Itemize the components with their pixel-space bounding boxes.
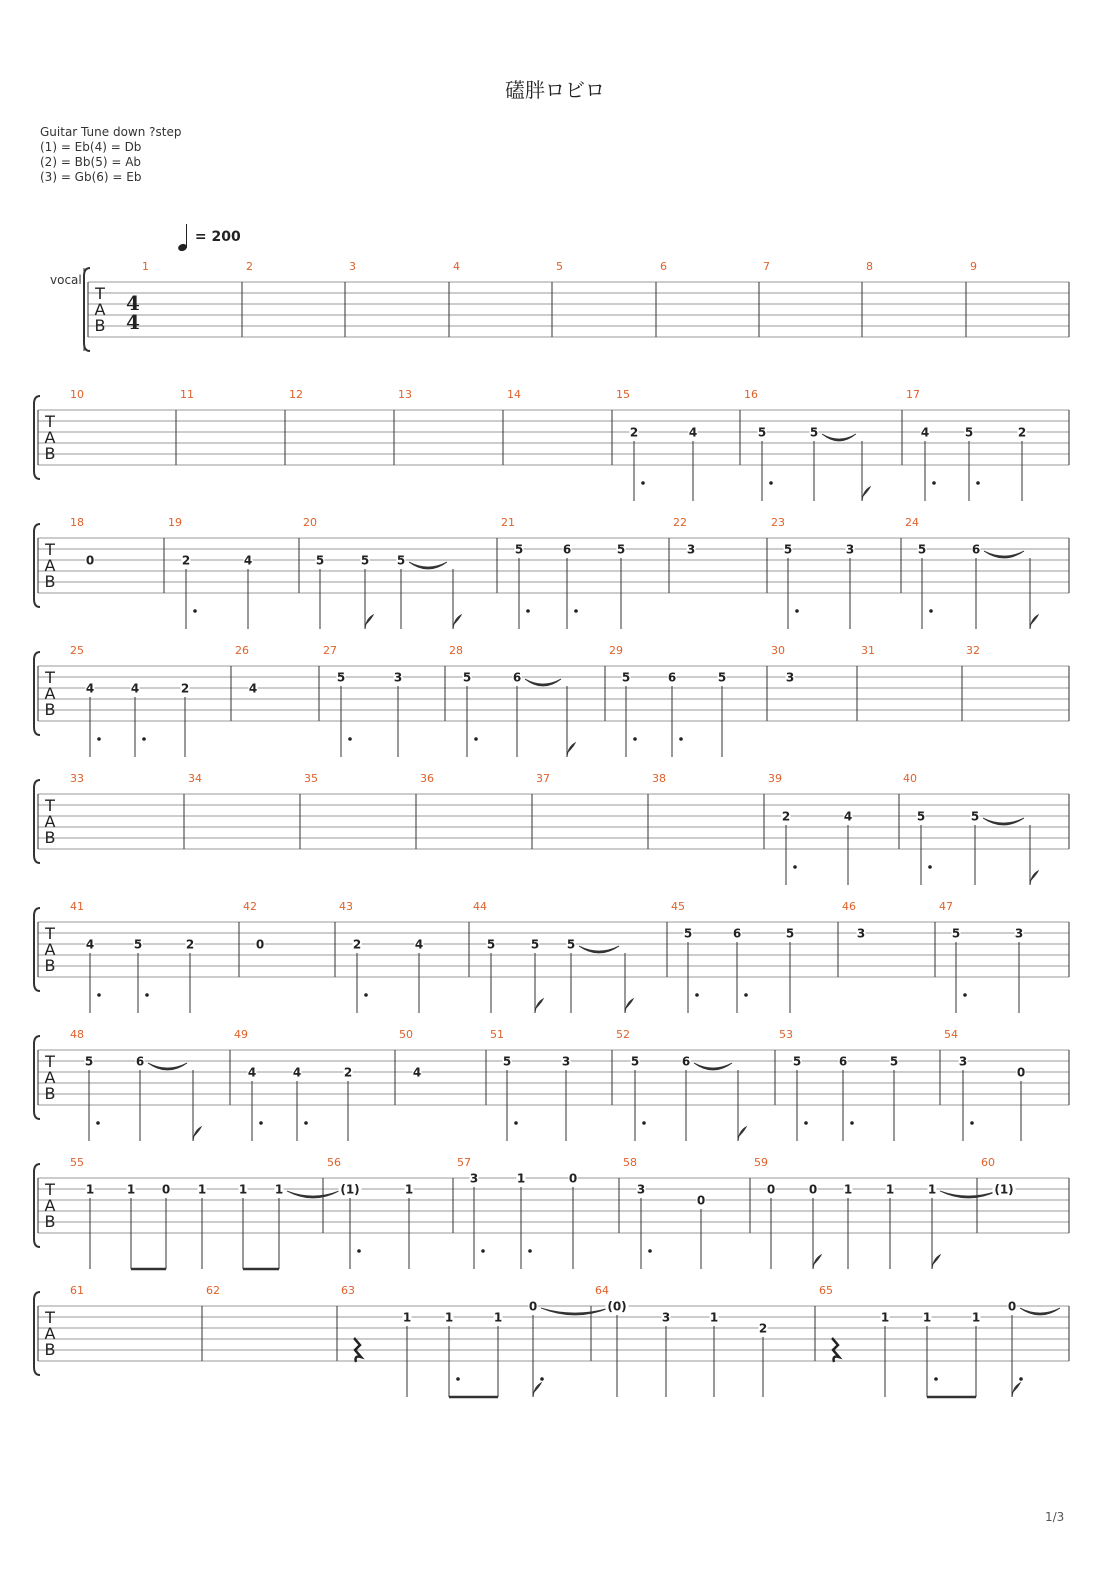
fret-number: 1 (885, 1182, 895, 1197)
fret-number: 1 (922, 1310, 932, 1325)
measure-number: 64 (595, 1284, 609, 1297)
page-number: 1/3 (1045, 1510, 1065, 1524)
measure-number: 6 (660, 260, 667, 273)
duration-dot (695, 993, 699, 997)
fret-number: 5 (916, 809, 926, 824)
tie (287, 1191, 339, 1198)
duration-dot (540, 1377, 544, 1381)
tie (983, 818, 1024, 825)
tuning-line: (1) = Eb(4) = Db (40, 140, 142, 154)
measure-number: 50 (399, 1028, 413, 1041)
fret-number: 1 (126, 1182, 136, 1197)
fret-number: 5 (566, 937, 576, 952)
measure-number: 34 (188, 772, 202, 785)
measure-number: 44 (473, 900, 487, 913)
duration-dot (929, 609, 933, 613)
fret-number: 3 (845, 542, 855, 557)
fret-number: 3 (686, 542, 696, 557)
duration-dot (769, 481, 773, 485)
eighth-flag (193, 1127, 201, 1141)
track-name: vocal (50, 273, 82, 287)
fret-number: 4 (85, 937, 95, 952)
duration-dot (633, 737, 637, 741)
tab-clef-letter: A (44, 684, 56, 703)
eighth-flag (1012, 1383, 1020, 1397)
eighth-flag (533, 1383, 541, 1397)
measure-number: 65 (819, 1284, 833, 1297)
tuning-line: (2) = Bb(5) = Ab (40, 155, 142, 169)
duration-dot (574, 609, 578, 613)
fret-number: 0 (528, 1299, 538, 1314)
fret-number: 1 (402, 1310, 412, 1325)
fret-number: 5 (683, 926, 693, 941)
measure-number: 21 (501, 516, 515, 529)
measure-number: 40 (903, 772, 917, 785)
measure-number: 17 (906, 388, 920, 401)
system-bracket (34, 652, 40, 735)
tab-clef-letter: T (45, 540, 55, 559)
duration-dot (528, 1249, 532, 1253)
duration-dot (304, 1121, 308, 1125)
measure-number: 63 (341, 1284, 355, 1297)
fret-number: 3 (958, 1054, 968, 1069)
tab-system (34, 772, 1069, 885)
tuning-line: (3) = Gb(6) = Eb (40, 170, 142, 184)
measure-number: 41 (70, 900, 84, 913)
measure-number: 13 (398, 388, 412, 401)
fret-number: 4 (414, 937, 424, 952)
tab-clef-letter: A (44, 940, 56, 959)
duration-dot (456, 1377, 460, 1381)
measure-number: 3 (349, 260, 356, 273)
duration-dot (793, 865, 797, 869)
duration-dot (364, 993, 368, 997)
measure-number: 14 (507, 388, 521, 401)
system-bracket (84, 268, 90, 351)
time-signature-bottom: 4 (126, 310, 140, 334)
fret-number: 5 (889, 1054, 899, 1069)
fret-number: 3 (561, 1054, 571, 1069)
fret-number: 6 (971, 542, 981, 557)
tie (694, 1063, 732, 1070)
measure-number: 62 (206, 1284, 220, 1297)
tab-clef-letter: T (45, 1308, 55, 1327)
fret-number: 4 (412, 1065, 422, 1080)
measure-number: 51 (490, 1028, 504, 1041)
fret-number: 5 (717, 670, 727, 685)
eighth-flag (738, 1127, 746, 1141)
fret-number: 5 (951, 926, 961, 941)
measure-number: 55 (70, 1156, 84, 1169)
measure-number: 18 (70, 516, 84, 529)
measure-number: 16 (744, 388, 758, 401)
duration-dot (963, 993, 967, 997)
fret-number: 1 (404, 1182, 414, 1197)
system-bracket (34, 1036, 40, 1119)
duration-dot (744, 993, 748, 997)
measure-number: 53 (779, 1028, 793, 1041)
measure-number: 9 (970, 260, 977, 273)
measure-number: 11 (180, 388, 194, 401)
tab-clef-letter: B (44, 1084, 56, 1103)
fret-number: 6 (732, 926, 742, 941)
fret-number: 6 (838, 1054, 848, 1069)
fret-number: 2 (1017, 425, 1027, 440)
fret-number: 3 (393, 670, 403, 685)
fret-number: 1 (927, 1182, 937, 1197)
measure-number: 37 (536, 772, 550, 785)
duration-dot (348, 737, 352, 741)
fret-number: 5 (616, 542, 626, 557)
measure-number: 43 (339, 900, 353, 913)
fret-number: 0 (1016, 1065, 1026, 1080)
fret-number: 4 (292, 1065, 302, 1080)
duration-dot (679, 737, 683, 741)
fret-number: 5 (486, 937, 496, 952)
tab-clef-letter: T (45, 796, 55, 815)
fret-number: 0 (85, 553, 95, 568)
fret-number: 5 (514, 542, 524, 557)
duration-dot (357, 1249, 361, 1253)
duration-dot (259, 1121, 263, 1125)
tab-clef-letter: A (44, 556, 56, 575)
fret-number: 5 (502, 1054, 512, 1069)
tab-clef-letter: B (44, 1212, 56, 1231)
fret-number: 0 (808, 1182, 818, 1197)
fret-number: (0) (607, 1299, 627, 1314)
measure-number: 25 (70, 644, 84, 657)
system-bracket (34, 780, 40, 863)
fret-number: 4 (248, 681, 258, 696)
measure-number: 24 (905, 516, 919, 529)
system-bracket (34, 524, 40, 607)
duration-dot (526, 609, 530, 613)
fret-number: (1) (994, 1182, 1014, 1197)
tab-system (34, 900, 1069, 1013)
duration-dot (142, 737, 146, 741)
measure-number: 57 (457, 1156, 471, 1169)
eighth-flag (1030, 871, 1038, 885)
measure-number: 10 (70, 388, 84, 401)
fret-number: 4 (843, 809, 853, 824)
measure-number: 5 (556, 260, 563, 273)
fret-number: 4 (85, 681, 95, 696)
fret-number: 4 (920, 425, 930, 440)
fret-number: 2 (352, 937, 362, 952)
fret-number: 5 (964, 425, 974, 440)
fret-number: 3 (856, 926, 866, 941)
fret-number: 5 (630, 1054, 640, 1069)
fret-number: 1 (971, 1310, 981, 1325)
measure-number: 35 (304, 772, 318, 785)
measure-number: 49 (234, 1028, 248, 1041)
fret-number: 2 (781, 809, 791, 824)
fret-number: 6 (667, 670, 677, 685)
duration-dot (970, 1121, 974, 1125)
fret-number: 5 (462, 670, 472, 685)
measure-number: 58 (623, 1156, 637, 1169)
fret-number: 2 (181, 553, 191, 568)
duration-dot (928, 865, 932, 869)
fret-number: 3 (785, 670, 795, 685)
duration-dot (96, 1121, 100, 1125)
measure-number: 28 (449, 644, 463, 657)
tab-clef-letter: A (44, 1196, 56, 1215)
measure-number: 31 (861, 644, 875, 657)
measure-number: 38 (652, 772, 666, 785)
measure-number: 19 (168, 516, 182, 529)
fret-number: 2 (180, 681, 190, 696)
fret-number: 3 (661, 1310, 671, 1325)
tie (940, 1191, 997, 1198)
measure-number: 36 (420, 772, 434, 785)
system-bracket (34, 1164, 40, 1247)
measure-number: 26 (235, 644, 249, 657)
measure-number: 15 (616, 388, 630, 401)
tie (984, 551, 1024, 558)
tab-clef-letter: T (45, 1180, 55, 1199)
tab-clef-letter: T (95, 284, 105, 303)
eighth-flag (453, 615, 461, 629)
system-bracket (34, 908, 40, 991)
measure-number: 8 (866, 260, 873, 273)
fret-number: 2 (758, 1321, 768, 1336)
tab-system (34, 388, 1069, 501)
duration-dot (795, 609, 799, 613)
fret-number: 0 (696, 1193, 706, 1208)
fret-number: 1 (516, 1171, 526, 1186)
tie (1020, 1308, 1060, 1315)
measure-number: 42 (243, 900, 257, 913)
tab-system (34, 1028, 1069, 1141)
measure-number: 27 (323, 644, 337, 657)
tab-system (34, 1156, 1069, 1269)
tab-clef-letter: A (44, 1324, 56, 1343)
fret-number: 0 (568, 1171, 578, 1186)
tie (525, 679, 561, 686)
measure-number: 20 (303, 516, 317, 529)
eighth-flag (365, 615, 373, 629)
eighth-flag (932, 1255, 940, 1269)
fret-number: 0 (255, 937, 265, 952)
tie (822, 434, 856, 441)
duration-dot (642, 1121, 646, 1125)
fret-number: 0 (161, 1182, 171, 1197)
fret-number: 3 (1014, 926, 1024, 941)
eighth-flag (1030, 615, 1038, 629)
measure-number: 60 (981, 1156, 995, 1169)
measure-number: 47 (939, 900, 953, 913)
tab-clef-letter: A (44, 812, 56, 831)
measure-number: 39 (768, 772, 782, 785)
tab-clef-letter: T (45, 1052, 55, 1071)
eighth-flag (567, 743, 575, 757)
fret-number: 5 (396, 553, 406, 568)
fret-number: 3 (636, 1182, 646, 1197)
measure-number: 33 (70, 772, 84, 785)
tab-clef-letter: B (44, 1340, 56, 1359)
time-signature-top: 4 (126, 291, 140, 315)
measure-number: 45 (671, 900, 685, 913)
measure-number: 4 (453, 260, 460, 273)
fret-number: (1) (340, 1182, 360, 1197)
fret-number: 6 (681, 1054, 691, 1069)
fret-number: 2 (185, 937, 195, 952)
tab-clef-letter: B (44, 572, 56, 591)
tie (148, 1063, 187, 1070)
system-bracket (34, 396, 40, 479)
fret-number: 6 (512, 670, 522, 685)
fret-number: 5 (970, 809, 980, 824)
tab-clef-letter: A (94, 300, 106, 319)
fret-number: 4 (130, 681, 140, 696)
measure-number: 12 (289, 388, 303, 401)
tab-system (34, 644, 1069, 757)
tempo-value: = 200 (194, 229, 241, 245)
measure-number: 30 (771, 644, 785, 657)
duration-dot (648, 1249, 652, 1253)
tab-clef-letter: B (44, 700, 56, 719)
tab-clef-letter: A (44, 1068, 56, 1087)
fret-number: 5 (315, 553, 325, 568)
eighth-flag (862, 487, 870, 501)
system-bracket (34, 1292, 40, 1375)
duration-dot (474, 737, 478, 741)
score-title: 礚胖ロビロ (505, 78, 605, 102)
duration-dot (976, 481, 980, 485)
fret-number: 5 (757, 425, 767, 440)
tab-system (34, 516, 1069, 629)
measure-number: 59 (754, 1156, 768, 1169)
measure-number: 1 (142, 260, 149, 273)
duration-dot (514, 1121, 518, 1125)
duration-dot (1019, 1377, 1023, 1381)
fret-number: 0 (1007, 1299, 1017, 1314)
measure-number: 48 (70, 1028, 84, 1041)
duration-dot (804, 1121, 808, 1125)
fret-number: 1 (444, 1310, 454, 1325)
fret-number: 5 (84, 1054, 94, 1069)
tie (579, 946, 619, 953)
duration-dot (932, 481, 936, 485)
eighth-flag (813, 1255, 821, 1269)
tab-clef-letter: B (44, 828, 56, 847)
fret-number: 1 (85, 1182, 95, 1197)
measure-number: 54 (944, 1028, 958, 1041)
fret-number: 4 (247, 1065, 257, 1080)
fret-number: 4 (688, 425, 698, 440)
fret-number: 1 (238, 1182, 248, 1197)
fret-number: 6 (562, 542, 572, 557)
fret-number: 1 (880, 1310, 890, 1325)
fret-number: 5 (792, 1054, 802, 1069)
duration-dot (934, 1377, 938, 1381)
fret-number: 1 (709, 1310, 719, 1325)
fret-number: 5 (336, 670, 346, 685)
fret-number: 5 (530, 937, 540, 952)
measure-number: 32 (966, 644, 980, 657)
duration-dot (145, 993, 149, 997)
fret-number: 5 (917, 542, 927, 557)
measure-number: 61 (70, 1284, 84, 1297)
fret-number: 5 (360, 553, 370, 568)
measure-number: 7 (763, 260, 770, 273)
measure-number: 23 (771, 516, 785, 529)
measure-number: 46 (842, 900, 856, 913)
tab-system (34, 1284, 1069, 1397)
measure-number: 56 (327, 1156, 341, 1169)
fret-number: 1 (274, 1182, 284, 1197)
eighth-flag (535, 999, 543, 1013)
tab-clef-letter: T (45, 668, 55, 687)
fret-number: 5 (783, 542, 793, 557)
fret-number: 5 (133, 937, 143, 952)
fret-number: 4 (243, 553, 253, 568)
tie (409, 562, 447, 569)
duration-dot (481, 1249, 485, 1253)
tab-clef-letter: T (45, 924, 55, 943)
tab-clef-letter: A (44, 428, 56, 447)
duration-dot (850, 1121, 854, 1125)
measure-number: 2 (246, 260, 253, 273)
fret-number: 3 (469, 1171, 479, 1186)
duration-dot (97, 993, 101, 997)
tab-clef-letter: T (45, 412, 55, 431)
fret-number: 5 (621, 670, 631, 685)
tab-clef-letter: B (44, 956, 56, 975)
measure-number: 22 (673, 516, 687, 529)
eighth-flag (625, 999, 633, 1013)
fret-number: 0 (766, 1182, 776, 1197)
fret-number: 5 (809, 425, 819, 440)
fret-number: 2 (343, 1065, 353, 1080)
fret-number: 1 (843, 1182, 853, 1197)
duration-dot (97, 737, 101, 741)
measure-number: 29 (609, 644, 623, 657)
duration-dot (641, 481, 645, 485)
tab-system (84, 260, 1069, 351)
tuning-line: Guitar Tune down ?step (40, 125, 182, 139)
fret-number: 1 (197, 1182, 207, 1197)
duration-dot (193, 609, 197, 613)
fret-number: 2 (629, 425, 639, 440)
tab-clef-letter: B (44, 444, 56, 463)
fret-number: 5 (785, 926, 795, 941)
measure-number: 52 (616, 1028, 630, 1041)
fret-number: 1 (493, 1310, 503, 1325)
fret-number: 6 (135, 1054, 145, 1069)
tie (541, 1308, 609, 1315)
tab-clef-letter: B (94, 316, 106, 335)
